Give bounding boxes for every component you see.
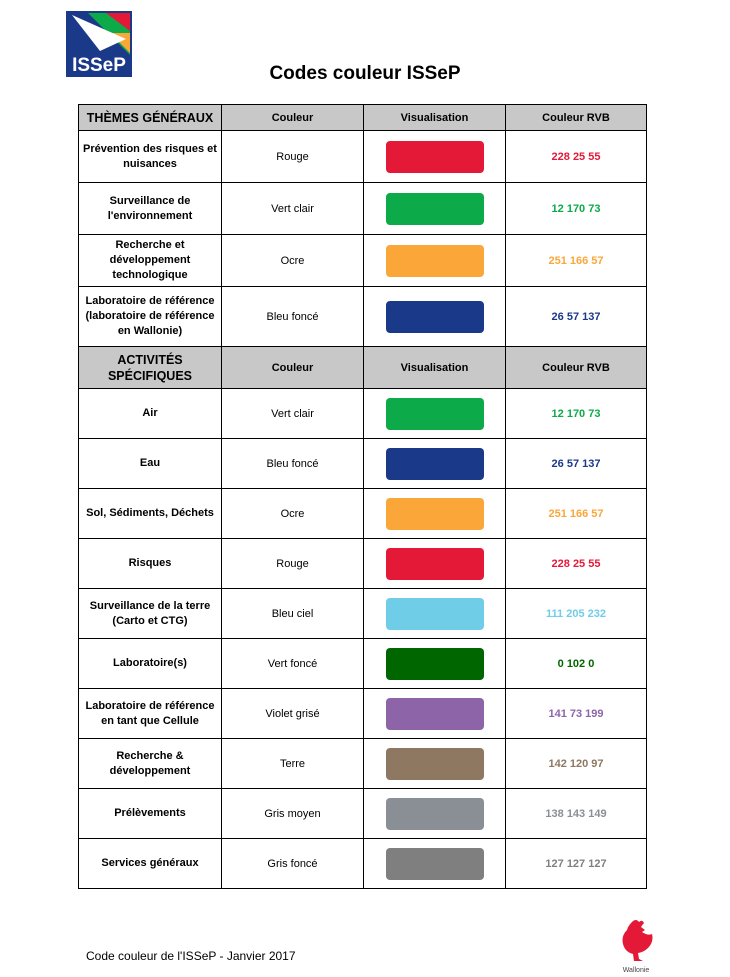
rgb-value: 26 57 137	[506, 287, 647, 347]
swatch-cell	[364, 489, 506, 539]
color-swatch	[386, 141, 484, 173]
swatch-cell	[364, 839, 506, 889]
color-name: Rouge	[222, 539, 364, 589]
rgb-value: 26 57 137	[506, 439, 647, 489]
swatch-cell	[364, 589, 506, 639]
color-name: Gris moyen	[222, 789, 364, 839]
color-name: Bleu foncé	[222, 439, 364, 489]
rgb-value: 0 102 0	[506, 639, 647, 689]
wallonie-logo	[612, 916, 660, 974]
table-row	[79, 589, 647, 639]
rgb-value: 111 205 232	[506, 589, 647, 639]
color-codes-table	[78, 104, 647, 889]
rgb-value: 142 120 97	[506, 739, 647, 789]
color-swatch	[386, 448, 484, 480]
rgb-value: 127 127 127	[506, 839, 647, 889]
swatch-cell	[364, 131, 506, 183]
color-name: Terre	[222, 739, 364, 789]
color-name: Vert foncé	[222, 639, 364, 689]
row-label: Air	[79, 389, 222, 439]
row-label: Surveillance de l'environnement	[79, 183, 222, 235]
color-name: Gris foncé	[222, 839, 364, 889]
section-title: ACTIVITÉS SPÉCIFIQUES	[79, 347, 222, 389]
section-title: THÈMES GÉNÉRAUX	[79, 105, 222, 131]
row-label: Sol, Sédiments, Déchets	[79, 489, 222, 539]
swatch-cell	[364, 439, 506, 489]
svg-text:ISSeP: ISSeP	[72, 55, 126, 76]
table-row	[79, 131, 647, 183]
color-name: Bleu foncé	[222, 287, 364, 347]
swatch-cell	[364, 389, 506, 439]
row-label: Services généraux	[79, 839, 222, 889]
color-name: Bleu ciel	[222, 589, 364, 639]
color-swatch	[386, 193, 484, 225]
color-swatch	[386, 598, 484, 630]
color-name: Ocre	[222, 235, 364, 287]
header-rvb: Couleur RVB	[506, 347, 647, 389]
color-name: Violet grisé	[222, 689, 364, 739]
rgb-value: 251 166 57	[506, 489, 647, 539]
rgb-value: 251 166 57	[506, 235, 647, 287]
color-swatch	[386, 698, 484, 730]
header-visualisation: Visualisation	[364, 347, 506, 389]
swatch-cell	[364, 639, 506, 689]
color-swatch	[386, 301, 484, 333]
rgb-value: 228 25 55	[506, 131, 647, 183]
swatch-cell	[364, 183, 506, 235]
color-swatch	[386, 748, 484, 780]
rgb-value: 12 170 73	[506, 183, 647, 235]
row-label: Surveillance de la terre (Carto et CTG)	[79, 589, 222, 639]
row-label: Prélèvements	[79, 789, 222, 839]
table-row	[79, 287, 647, 347]
row-label: Risques	[79, 539, 222, 589]
table-row	[79, 235, 647, 287]
page-title: Codes couleur ISSeP	[269, 63, 461, 84]
swatch-cell	[364, 235, 506, 287]
row-label: Recherche & développement	[79, 739, 222, 789]
swatch-cell	[364, 287, 506, 347]
color-swatch	[386, 245, 484, 277]
table-row	[79, 839, 647, 889]
row-label: Eau	[79, 439, 222, 489]
rgb-value: 141 73 199	[506, 689, 647, 739]
row-label: Prévention des risques et nuisances	[79, 131, 222, 183]
swatch-cell	[364, 739, 506, 789]
header-couleur: Couleur	[222, 105, 364, 131]
table-row	[79, 439, 647, 489]
color-swatch	[386, 798, 484, 830]
table-row	[79, 539, 647, 589]
row-label: Laboratoire(s)	[79, 639, 222, 689]
row-label: Recherche et développement technologique	[79, 235, 222, 287]
header-couleur: Couleur	[222, 347, 364, 389]
swatch-cell	[364, 689, 506, 739]
row-label: Laboratoire de référence en tant que Cellule	[79, 689, 222, 739]
table-row	[79, 389, 647, 439]
table-row	[79, 489, 647, 539]
color-name: Ocre	[222, 489, 364, 539]
section-header	[79, 347, 647, 389]
wallonie-label: Wallonie	[622, 967, 650, 974]
rooster-icon	[612, 916, 660, 964]
header-rvb: Couleur RVB	[506, 105, 647, 131]
table-row	[79, 789, 647, 839]
color-swatch	[386, 548, 484, 580]
section-header	[79, 105, 647, 131]
color-swatch	[386, 848, 484, 880]
table-row	[79, 639, 647, 689]
color-name: Rouge	[222, 131, 364, 183]
header-visualisation: Visualisation	[364, 105, 506, 131]
rgb-value: 138 143 149	[506, 789, 647, 839]
footer-text: Code couleur de l'ISSeP - Janvier 2017	[86, 949, 296, 963]
color-swatch	[386, 648, 484, 680]
color-swatch	[386, 498, 484, 530]
swatch-cell	[364, 789, 506, 839]
swatch-cell	[364, 539, 506, 589]
table-row	[79, 689, 647, 739]
table-row	[79, 739, 647, 789]
color-name: Vert clair	[222, 389, 364, 439]
color-name: Vert clair	[222, 183, 364, 235]
color-swatch	[386, 398, 484, 430]
rgb-value: 228 25 55	[506, 539, 647, 589]
row-label: Laboratoire de référence (laboratoire de référence en Wallonie)	[79, 287, 222, 347]
table-row	[79, 183, 647, 235]
rgb-value: 12 170 73	[506, 389, 647, 439]
